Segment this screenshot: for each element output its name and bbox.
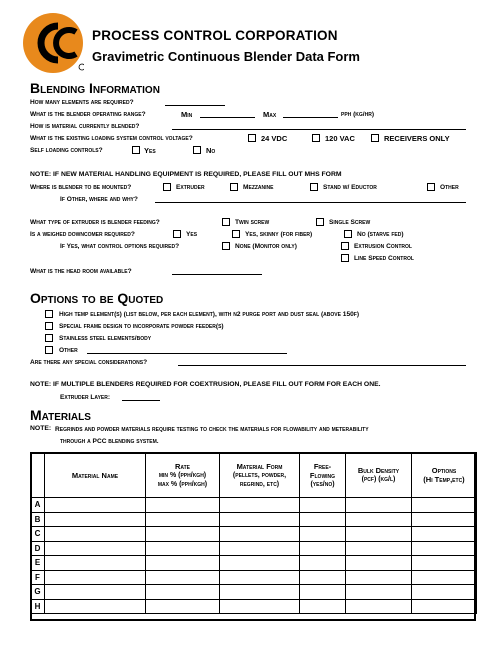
control-linespeed-checkbox[interactable] <box>341 254 349 262</box>
row-letter: F <box>31 570 45 585</box>
mount-extruder-label: Extruder <box>176 184 205 191</box>
q-elements-label: How many elements are required? <box>30 99 134 106</box>
bulk-density-cell[interactable] <box>346 585 412 600</box>
extruder-twin-checkbox[interactable] <box>222 218 230 226</box>
col-header-line2: (Hi Temp,etc) <box>423 475 465 484</box>
rate-cell[interactable] <box>146 570 220 585</box>
free-flowing-cell[interactable] <box>300 570 346 585</box>
bulk-density-cell[interactable] <box>346 599 412 614</box>
option-high-temp-label: High temp element(s) (list below, per each element), with n2 purge port and dust seal (above 150f) <box>59 311 360 318</box>
options-cell[interactable] <box>412 570 477 585</box>
registered-mark-icon <box>79 64 84 70</box>
option-stainless-checkbox[interactable] <box>45 334 53 342</box>
bulk-density-cell[interactable] <box>346 570 412 585</box>
control-extrusion-checkbox[interactable] <box>341 242 349 250</box>
bulk-density-cell[interactable] <box>346 512 412 527</box>
free-flowing-cell[interactable] <box>300 512 346 527</box>
q-blended-label: How is material currently blended? <box>30 123 140 130</box>
blending-heading: Blending Information <box>30 80 160 96</box>
downcomer-no-label: No (starve fed) <box>357 231 404 238</box>
voltage-receivers-checkbox[interactable] <box>371 134 379 142</box>
material-form-cell[interactable] <box>220 599 300 614</box>
self-loading-yes-checkbox[interactable] <box>132 146 140 154</box>
mount-mezzanine-checkbox[interactable] <box>230 183 238 191</box>
company-logo <box>22 12 84 74</box>
q-extruder-type-label: What type of extruder is blender feeding? <box>30 219 160 226</box>
col-header-line2: (pcf) (kg/l) <box>361 476 396 483</box>
options-cell[interactable] <box>412 556 477 571</box>
material-form-cell[interactable] <box>220 527 300 542</box>
option-high-temp-checkbox[interactable] <box>45 310 53 318</box>
downcomer-yes-checkbox[interactable] <box>173 230 181 238</box>
control-none-checkbox[interactable] <box>222 242 230 250</box>
downcomer-no-checkbox[interactable] <box>344 230 352 238</box>
col-header-line1: Material Name <box>71 470 119 480</box>
voltage-120vac-label: 120 VAC <box>325 134 355 143</box>
other-where-input[interactable] <box>155 202 466 203</box>
materials-table <box>30 452 477 614</box>
q-control-options-label: If Yes, what control options required? <box>60 243 180 250</box>
downcomer-skinny-label: Yes, skinny (for fiber) <box>245 231 313 238</box>
options-cell[interactable] <box>412 599 477 614</box>
table-row <box>31 498 477 513</box>
row-letter: G <box>31 585 45 600</box>
material-form-cell[interactable] <box>220 556 300 571</box>
downcomer-yes-label: Yes <box>186 231 198 238</box>
q-self-loading-label: Self loading controls? <box>30 147 103 154</box>
elements-input[interactable] <box>165 105 225 106</box>
material-form-cell[interactable] <box>220 541 300 556</box>
material-name-cell[interactable] <box>45 599 146 614</box>
bulk-density-cell[interactable] <box>346 556 412 571</box>
self-loading-yes-label: Yes <box>144 146 156 155</box>
head-room-input[interactable] <box>172 274 262 275</box>
materials-note-line2: through a PCC blending system. <box>60 438 159 445</box>
q-other-where-label: If Other, where and why? <box>60 196 138 203</box>
material-name-cell[interactable] <box>45 498 146 513</box>
option-other-input[interactable] <box>87 353 287 354</box>
special-considerations-input[interactable] <box>178 365 466 366</box>
col-bulk-density-header <box>346 453 412 498</box>
rate-cell[interactable] <box>146 541 220 556</box>
q-special-label: Are there any special considerations? <box>30 359 148 366</box>
col-header-line1: Rate <box>174 461 191 471</box>
options-cell[interactable] <box>412 527 477 542</box>
material-name-cell[interactable] <box>45 585 146 600</box>
options-cell[interactable] <box>412 498 477 513</box>
options-cell[interactable] <box>412 541 477 556</box>
q-rate-label: What is the blender operating range? <box>30 111 146 118</box>
max-rate-input[interactable] <box>283 117 338 118</box>
col-material-form-header <box>220 453 300 498</box>
bulk-density-cell[interactable] <box>346 527 412 542</box>
material-name-cell[interactable] <box>45 570 146 585</box>
rate-cell[interactable] <box>146 599 220 614</box>
control-extrusion-label: Extrusion Control <box>354 243 412 250</box>
materials-heading: Materials <box>30 407 91 423</box>
table-row <box>31 512 477 527</box>
mount-other-checkbox[interactable] <box>427 183 435 191</box>
extruder-twin-label: Twin screw <box>235 219 270 226</box>
downcomer-skinny-checkbox[interactable] <box>232 230 240 238</box>
bulk-density-cell[interactable] <box>346 541 412 556</box>
bulk-density-cell[interactable] <box>346 498 412 513</box>
col-header-line1: Material Form <box>236 461 283 471</box>
option-other-label: Other <box>59 347 78 354</box>
col-header-line2: Flowing <box>309 470 336 480</box>
free-flowing-cell[interactable] <box>300 599 346 614</box>
company-name: PROCESS CONTROL CORPORATION <box>92 28 338 43</box>
row-letter-header <box>31 453 45 498</box>
row-letter: C <box>31 527 45 542</box>
voltage-24vdc-label: 24 VDC <box>261 134 288 143</box>
min-rate-input[interactable] <box>200 117 255 118</box>
extruder-single-checkbox[interactable] <box>316 218 324 226</box>
mount-extruder-checkbox[interactable] <box>163 183 171 191</box>
table-row <box>31 585 477 600</box>
col-material-name-header <box>45 453 146 498</box>
col-rate-header <box>146 453 220 498</box>
extruder-layer-label: Extruder Layer: <box>60 394 111 401</box>
rate-cell[interactable] <box>146 527 220 542</box>
col-header-line3: (yes/no) <box>310 480 335 488</box>
coextrusion-note: NOTE: IF MULTIPLE BLENDERS REQUIRED FOR COEXTRUSION, PLEASE FILL OUT FORM FOR EACH ONE. <box>30 381 381 388</box>
rate-unit-label: pph (kg/hr) <box>341 111 375 118</box>
voltage-24vdc-checkbox[interactable] <box>248 134 256 142</box>
control-none-label: None (Monitor only) <box>235 243 297 250</box>
mount-stand-checkbox[interactable] <box>310 183 318 191</box>
mhs-note: NOTE: IF NEW MATERIAL HANDLING EQUIPMENT IS REQUIRED, PLEASE FILL OUT MHS FORM <box>30 171 342 178</box>
materials-note-line1: Regrinds and powder materials require testing to check the materials for flowability and meterability <box>55 426 369 433</box>
col-free-flowing-header <box>300 453 346 498</box>
col-header-line1: Bulk Density <box>357 466 400 475</box>
table-row <box>31 570 477 585</box>
material-name-cell[interactable] <box>45 556 146 571</box>
material-name-cell[interactable] <box>45 541 146 556</box>
rate-cell[interactable] <box>146 498 220 513</box>
rate-cell[interactable] <box>146 585 220 600</box>
row-letter: B <box>31 512 45 527</box>
table-row <box>31 556 477 571</box>
rate-cell[interactable] <box>146 556 220 571</box>
col-header-line1: Free- <box>313 461 332 471</box>
material-form-cell[interactable] <box>220 498 300 513</box>
table-row <box>31 541 477 556</box>
material-form-cell[interactable] <box>220 585 300 600</box>
options-cell[interactable] <box>412 585 477 600</box>
mount-mezzanine-label: Mezzanine <box>243 184 274 191</box>
row-letter: D <box>31 541 45 556</box>
material-form-cell[interactable] <box>220 570 300 585</box>
option-special-frame-label: Special frame design to incorporate powder feeder(s) <box>59 323 224 330</box>
q-head-room-label: What is the head room available? <box>30 268 132 275</box>
row-letter: A <box>31 498 45 513</box>
col-header-line1: Options <box>431 466 457 475</box>
free-flowing-cell[interactable] <box>300 541 346 556</box>
mount-stand-label: Stand w/ Eductor <box>323 184 377 191</box>
free-flowing-cell[interactable] <box>300 498 346 513</box>
col-header-line3: max % (pph/kgh) <box>157 480 208 488</box>
blended-input[interactable] <box>172 129 466 130</box>
voltage-120vac-checkbox[interactable] <box>312 134 320 142</box>
row-letter: H <box>31 599 45 614</box>
row-letter: E <box>31 556 45 571</box>
table-row <box>31 599 477 614</box>
q-voltage-label: What is the existing loading system control voltage? <box>30 135 193 142</box>
option-stainless-label: Stainless steel elements/body <box>59 335 152 342</box>
extruder-layer-input[interactable] <box>122 400 160 401</box>
option-special-frame-checkbox[interactable] <box>45 322 53 330</box>
free-flowing-cell[interactable] <box>300 527 346 542</box>
free-flowing-cell[interactable] <box>300 556 346 571</box>
max-label: Max <box>263 110 277 119</box>
logo-circle <box>23 13 83 73</box>
min-label: Min <box>181 110 193 119</box>
col-options-header <box>412 453 477 498</box>
voltage-receivers-label: RECEIVERS ONLY <box>384 134 450 143</box>
col-header-line3: regrind, etc) <box>239 480 280 488</box>
table-row <box>31 527 477 542</box>
material-form-cell[interactable] <box>220 512 300 527</box>
material-name-cell[interactable] <box>45 527 146 542</box>
self-loading-no-label: No <box>206 146 216 155</box>
table-header-row <box>31 453 477 498</box>
q-downcomer-label: Is a weighed downcomer required? <box>30 231 135 238</box>
extruder-single-label: Single Screw <box>329 219 371 226</box>
q-mounted-label: Where is blender to be mounted? <box>30 184 132 191</box>
material-name-cell[interactable] <box>45 512 146 527</box>
options-heading: Options to be Quoted <box>30 290 164 306</box>
col-header-line2: min % (pph/kgh) <box>158 471 207 479</box>
option-other-checkbox[interactable] <box>45 346 53 354</box>
form-title: Gravimetric Continuous Blender Data Form <box>92 49 360 64</box>
col-header-line2: (pellets, powder, <box>232 471 287 479</box>
mount-other-label: Other <box>440 184 459 191</box>
self-loading-no-checkbox[interactable] <box>193 146 201 154</box>
materials-note-prefix: NOTE: <box>30 425 52 432</box>
rate-cell[interactable] <box>146 512 220 527</box>
control-linespeed-label: Line Speed Control <box>354 255 414 262</box>
options-cell[interactable] <box>412 512 477 527</box>
free-flowing-cell[interactable] <box>300 585 346 600</box>
